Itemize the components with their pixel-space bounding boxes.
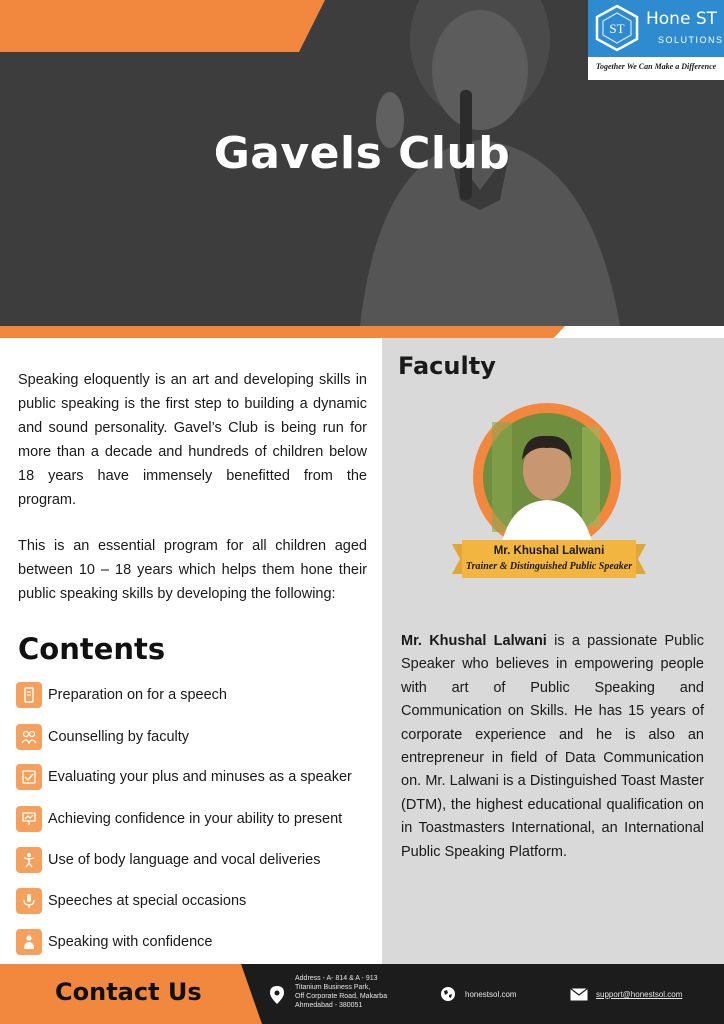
contents-item-label: Preparation on for a speech [48, 687, 227, 703]
faculty-bio-name: Mr. Khushal Lalwani [401, 633, 547, 649]
faculty-bio [401, 630, 704, 864]
contents-item [16, 805, 376, 833]
microphone-icon [16, 888, 42, 914]
speech-prep-icon [16, 682, 42, 708]
contents-item-label: Speaking with confidence [48, 934, 213, 950]
brand-logo[interactable] [588, 0, 724, 80]
logo-tagline: Together We Can Make a Difference [595, 62, 717, 71]
contents-item-label: Evaluating your plus and minuses as a speaker [48, 769, 352, 785]
email-link[interactable]: support@honestsol.com [596, 990, 683, 999]
faculty-panel [382, 338, 724, 964]
page-title: Gavels Club [213, 128, 511, 179]
left-column [0, 338, 382, 964]
contents-item [16, 846, 376, 874]
body-language-icon [16, 847, 42, 873]
presentation-icon [16, 806, 42, 832]
website-link[interactable]: honestsol.com [465, 990, 517, 999]
contents-item [16, 723, 376, 751]
contents-item [16, 681, 376, 709]
logo-banner [588, 0, 724, 57]
orange-divider [0, 326, 565, 338]
faculty-heading: Faculty [398, 352, 496, 380]
globe-icon [440, 986, 456, 1002]
contents-item-label: Achieving confidence in your ability to present [48, 811, 343, 827]
contents-item [16, 928, 376, 956]
contents-item [16, 887, 376, 915]
contents-item-label: Speeches at special occasions [48, 893, 247, 909]
mail-icon [570, 988, 588, 1001]
faculty-role: Trainer & Distinguished Public Speaker [465, 561, 633, 572]
contents-item-label: Use of body language and vocal deliveries [48, 852, 321, 868]
address-line: Off Corporate Road, Makarba [295, 993, 388, 1000]
address-line: Titanium Business Park, [295, 984, 371, 991]
logo-subtitle: SOLUTIONS [658, 35, 724, 45]
faculty-portrait [472, 402, 622, 552]
address-line: Ahmedabad - 380051 [295, 1002, 363, 1009]
faculty-name: Mr. Khushal Lalwani [493, 545, 605, 557]
faculty-bio-text: is a passionate Public Speaker who believes in empowering people with art of Public Speaking and Communication on Skills. He has 15 years of corporate experience and he is also an entrepreneur in field of Data Communication on. Mr. Lalwani is a Distinguished Toast Master (DTM), the highest educational qualification on in Toastmasters International, an International Public Speaking Platform. [401, 633, 705, 860]
logo-mark-text: ST [609, 21, 625, 36]
address-line: Address - A- 814 & A - 913 [295, 975, 378, 982]
hero-orange-stripe [0, 0, 325, 52]
evaluation-icon [16, 764, 42, 790]
speaker-icon [16, 929, 42, 955]
contents-item [16, 763, 376, 791]
contact-heading: Contact Us [55, 978, 202, 1006]
intro-paragraph-1: Speaking eloquently is an art and developing skills in public speaking is the first step to building a dynamic and sound personality. Gavel’s Club is being run for more than a decade and hundreds of children below 18 years have immensely benefitted from the program. [18, 372, 367, 508]
contact-footer [0, 964, 724, 1024]
logo-name: Hone ST [646, 9, 717, 29]
address-block [295, 974, 415, 1010]
intro-paragraph-2: This is an essential program for all children aged between 10 – 18 years which helps them hone their public speaking skills by developing the following: [18, 538, 367, 602]
counselling-icon [16, 724, 42, 750]
hexagon-logo-icon [594, 4, 640, 52]
contents-heading: Contents [18, 632, 166, 666]
location-pin-icon [270, 986, 284, 1004]
contents-item-label: Counselling by faculty [48, 729, 190, 745]
